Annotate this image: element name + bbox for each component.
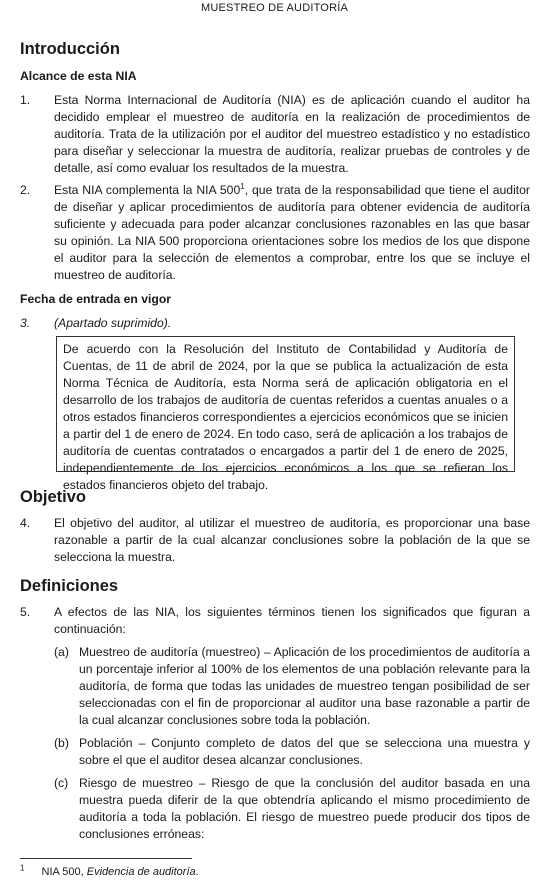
text-segment: Esta NIA complementa la NIA 500: [54, 183, 241, 197]
paragraph-4: [20, 515, 530, 566]
paragraph-text: A efectos de las NIA, los siguientes términos tienen los significados que figuran a continuación:: [54, 605, 530, 636]
paragraph-text: [54, 182, 530, 284]
definition-a: [54, 644, 530, 729]
paragraph-5: [20, 604, 530, 638]
paragraph-number: 5.: [20, 605, 31, 619]
page-header: MUESTREO DE AUDITORÍA: [200, 2, 349, 14]
paragraph-2: [20, 182, 530, 284]
definition-b: [54, 735, 530, 769]
paragraph-text: (Apartado suprimido).: [54, 316, 172, 330]
heading-fecha: Fecha de entrada en vigor: [20, 292, 172, 306]
footnote-end: .: [195, 866, 199, 878]
definition-text: Población – Conjunto completo de datos del que se selecciona una muestra y sobre el que el auditor desea alcanzar conclusiones.: [79, 736, 530, 767]
resolution-box: De acuerdo con la Resolución del Instituto de Contabilidad y Auditoría de Cuentas, de 11 de abril de 2024, por la que se publica la actualización de esta Norma Técnica de Auditoría, esta Norma será de aplicación obligatoria en el desarrollo de los trabajos de auditoría de cuentas referidos a cuentas anuales o a otros estados financieros correspondientes a ejercicios económicos que se inicien a partir del 1 de enero de 2024. En todo caso, será de aplicación a los trabajos de auditoría de cuentas contratados o encargados a partir del 1 de enero de 2025, independientemente de los ejercicios económicos a los que se refieran los estados financieros objeto del trabajo.: [56, 336, 515, 472]
definition-label: (b): [54, 736, 69, 750]
definition-c: [54, 775, 530, 843]
definition-text: Riesgo de muestreo – Riesgo de que la conclusión del auditor basada en una muestra pueda diferir de la que obtendría aplicando el mismo procedimiento de auditoría a toda la población. El riesgo de muestreo puede producir dos tipos de conclusiones erróneas:: [79, 776, 530, 841]
definition-label: (a): [54, 645, 69, 659]
text-segment: , que trata de la responsabilidad que tiene el auditor de diseñar y aplicar procedimientos de auditoría para obtener evidencia de auditoría suficiente y adecuada para poder alcanzar conclusiones razonables en las que basar su opinión. La NIA 500 proporciona orientaciones sobre los medios de los que dispone el auditor para la selección de elementos a comprobar, entre los que se incluye el muestreo de auditoría.: [54, 183, 530, 282]
footnote: [20, 863, 199, 878]
footnote-rule: [20, 858, 192, 859]
heading-alcance: Alcance de esta NIA: [20, 69, 137, 83]
footnote-number: 1: [20, 863, 25, 873]
heading-introduccion: Introducción: [20, 40, 120, 58]
heading-definiciones: Definiciones: [20, 577, 119, 595]
heading-objetivo: Objetivo: [20, 488, 87, 506]
definition-text: Muestreo de auditoría (muestreo) – Aplicación de los procedimientos de auditoría a un porcentaje inferior al 100% de los elementos de una población relevante para la auditoría, de forma que todas las unidades de muestreo tengan posibilidad de ser seleccionadas con el fin de proporcionar al auditor una base razonable a partir de la cual alcanzar conclusiones sobre toda la población.: [79, 645, 530, 727]
footnote-italic: Evidencia de auditoría: [86, 866, 196, 878]
paragraph-1: [20, 92, 530, 177]
paragraph-number: 4.: [20, 516, 31, 530]
paragraph-3: [20, 315, 530, 332]
footnote-ref: 1: [240, 181, 245, 191]
paragraph-number: 1.: [20, 93, 31, 107]
footnote-text: NIA 500,: [41, 866, 87, 878]
paragraph-text: Esta Norma Internacional de Auditoría (NIA) es de aplicación cuando el auditor ha decidido emplear el muestreo de auditoría en la realización de procedimientos de auditoría. Trata de la utilización por el auditor del muestreo estadístico y no estadístico para diseñar y seleccionar la muestra de auditoría, realizar pruebas de controles y de detalle, así como evaluar los resultados de la muestra.: [54, 93, 530, 175]
paragraph-number: 3.: [20, 316, 31, 330]
definition-label: (c): [54, 776, 69, 790]
paragraph-number: 2.: [20, 183, 31, 197]
paragraph-text: El objetivo del auditor, al utilizar el muestreo de auditoría, es proporcionar una base razonable a partir de la cual alcanzar conclusiones sobre la población de la que se selecciona la muestra.: [54, 516, 530, 564]
